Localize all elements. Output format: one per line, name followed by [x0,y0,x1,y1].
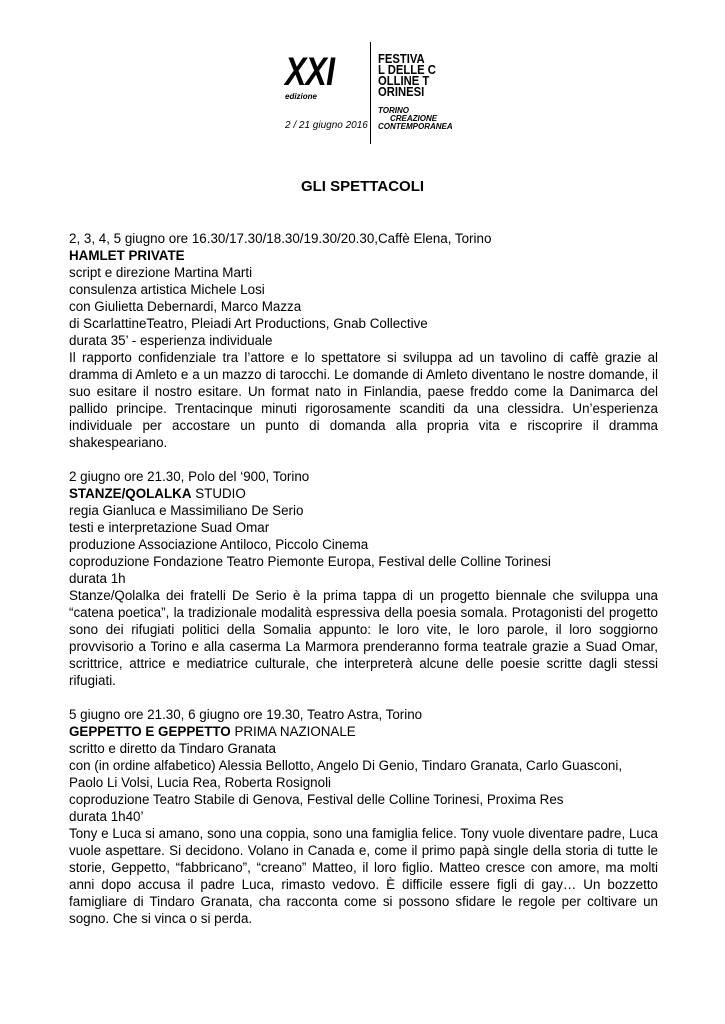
show-schedule: 5 giugno ore 21.30, 6 giugno ore 19.30, Teatro Astra, Torino [69,707,423,722]
show-name: GEPPETTO E GEPPETTO [69,724,231,739]
show-description: Stanze/Qolalka dei fratelli De Serio è la prima tappa di un progetto biennale che sviluppa una “catena poetica”, la tradizionale modalità espressiva della poesia somala. Protagonisti del progetto sono dei rifugiati politici della Somalia appunto: le loro vite, le loro parole, il loro soggiorno provvisorio a Torino e alla caserma La Marmora prenderanno forma teatrale grazie a Suad Omar, scrittrice, attrice e mediatrice culturale, che interpreterà alcune delle poesie scritte dagli stessi rifugiati. [69,588,658,688]
logo-festival-line: FESTIVA [378,52,425,66]
show-name: STANZE/QOLALKA [69,486,192,501]
show-name: HAMLET PRIVATE [69,248,185,263]
show-title [69,723,658,740]
show-credit: testi e interpretazione Suad Omar [69,520,270,535]
page-title: GLI SPETTACOLI [300,178,425,195]
show-credit: con (in ordine alfabetico) Alessia Bellotto, Angelo Di Genio, Tindaro Granata, Carlo Guasconi, [69,758,623,773]
logo-city-line: CONTEMPORANEA [378,122,453,131]
logo-edition-number: XXI [285,50,335,94]
logo-edition-label: edizione [285,92,318,101]
show-credit: con Giulietta Debernardi, Marco Mazza [69,299,302,314]
logo-city [378,107,453,131]
show-section [69,468,658,689]
logo-festival-name [378,54,436,98]
show-schedule: 2, 3, 4, 5 giugno ore 16.30/17.30/18.30/19.30/20.30,Caffè Elena, Torino [69,231,492,246]
show-credit: script e direzione Martina Marti [69,265,253,280]
show-schedule: 2 giugno ore 21.30, Polo del ‘900, Torino [69,469,310,484]
show-credit: scritto e diretto da Tindaro Granata [69,741,276,756]
show-description: Il rapporto confidenziale tra l’attore e lo spettatore si sviluppa ad un tavolino di caffè grazie al dramma di Amleto e a un mazzo di tarocchi. Le domande di Amleto diventano le nostre domande, il suo esitare il nostro esitare. Un format nato in Finlandia, paese freddo come la Danimarca del pallido principe. Trentacinque minuti rigorosamente scanditi da una clessidra. Un’esperienza individuale per accostare un punto di domanda alla propria vita e riscoprire il dramma shakespeariano. [69,350,658,450]
show-credit: regia Gianluca e Massimiliano De Serio [69,503,304,518]
show-credit: consulenza artistica Michele Losi [69,282,265,297]
logo-city-line: CREAZIONE [390,114,438,123]
show-credit: durata 35’ - esperienza individuale [69,333,273,348]
show-section [69,706,658,927]
logo-divider [370,42,371,144]
document-body [69,230,658,944]
show-credit: durata 1h [69,571,126,586]
show-description: Tony e Luca si amano, sono una coppia, sono una famiglia felice. Tony vuole diventare padre, Luca vuole aspettare. Si decidono. Volano in Canada e, come il primo papà single della storia di tutte le storie, Geppetto, “fabbricano”, “creano” Matteo, il loro figlio. Matteo cresce con amore, ma molti anni dopo accusa il padre Luca, rimasto vedovo. È difficile essere figli di gay… Un bozzetto famigliare di Tindaro Granata, cha racconta come si possono sfidare le regole per coltivare un sogno. Che si vinca o si perda. [69,826,658,926]
show-section [69,230,658,451]
show-name-suffix: PRIMA NAZIONALE [230,724,356,739]
show-credit: Paolo Li Volsi, Lucia Rea, Roberta Rosignoli [69,775,332,790]
festival-logo [283,40,453,145]
logo-festival-line: ORINESI [378,85,425,99]
show-credit: di ScarlattineTeatro, Pleiadi Art Productions, Gnab Collective [69,316,428,331]
logo-city-line: TORINO [378,106,409,115]
show-credit: produzione Associazione Antiloco, Piccolo Cinema [69,537,369,552]
show-credit: coproduzione Teatro Stabile di Genova, Festival delle Colline Torinesi, Proxima Res [69,792,564,807]
show-credit: durata 1h40’ [69,809,144,824]
logo-festival-line: OLLINE T [378,74,430,88]
logo-festival-line: L DELLE C [378,63,436,77]
show-title [69,247,658,264]
show-title [69,485,658,502]
show-name-suffix: STUDIO [191,486,246,501]
show-credit: coproduzione Fondazione Teatro Piemonte Europa, Festival delle Colline Torinesi [69,554,551,569]
logo-dates: 2 / 21 giugno 2016 [285,120,368,131]
